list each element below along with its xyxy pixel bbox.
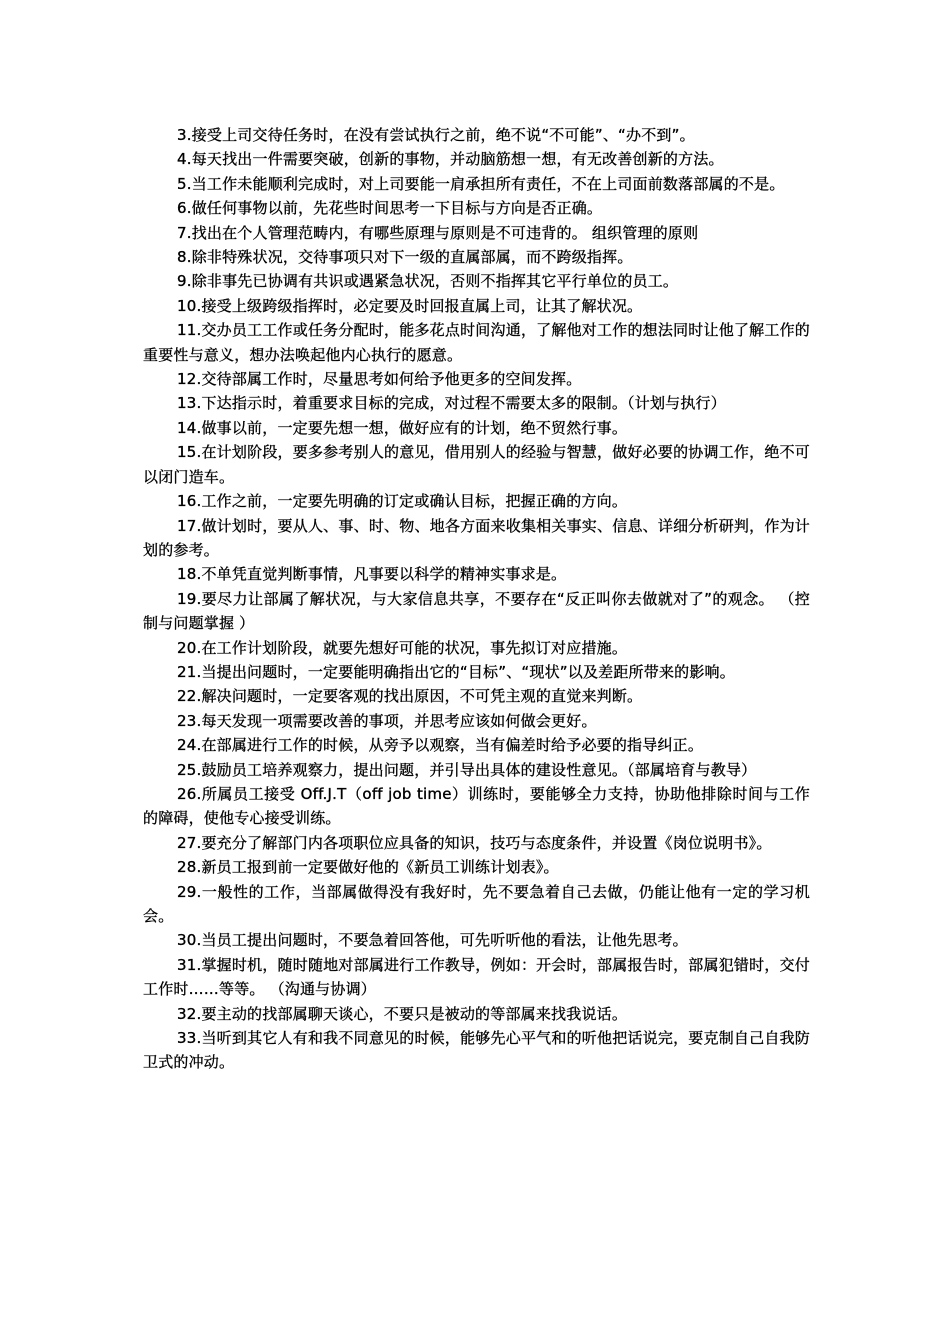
paragraph-item-17: 17.做计划时，要从人、事、时、物、地各方面来收集相关事实、信息、详细分析研判，作为计划的参考。 (143, 516, 810, 559)
paragraph-item-6: 6.做任何事物以前，先花些时间思考一下目标与方向是否正确。 (177, 199, 603, 218)
paragraph-item-14: 14.做事以前，一定要先想一想，做好应有的计划，绝不贸然行事。 (177, 418, 628, 437)
paragraph-item-10: 10.接受上级跨级指挥时，必定要及时回报直属上司，让其了解状况。 (177, 296, 643, 315)
paragraph-item-26: 26.所属员工接受 Off.J.T（off job time）训练时，要能够全力支持，协助他排除时间与工作的障碍，使他专心接受训练。 (143, 784, 810, 828)
paragraph-item-27: 27.要充分了解部门内各项职位应具备的知识，技巧与态度条件，并设置《岗位说明书》。 (177, 833, 772, 852)
document-body (143, 123, 810, 1075)
paragraph-item-5: 5.当工作未能顺利完成时，对上司要能一肩承担所有责任，不在上司面前数落部属的不是。 (177, 174, 785, 193)
paragraph-item-8: 8.除非特殊状况，交待事项只对下一级的直属部属，而不跨级指挥。 (177, 248, 633, 267)
paragraph-item-29: 29.一般性的工作，当部属做得没有我好时，先不要急着自己去做，仍能让他有一定的学习机会。 (143, 882, 810, 925)
paragraph-item-7: 7.找出在个人管理范畴内，有哪些原理与原则是不可违背的。 组织管理的原则 (177, 223, 699, 242)
paragraph-item-32: 32.要主动的找部属聊天谈心，不要只是被动的等部属来找我说话。 (177, 1004, 628, 1023)
paragraph-item-25: 25.鼓励员工培养观察力，提出问题，并引导出具体的建设性意见。（部属培育与教导） (177, 760, 757, 779)
paragraph-item-24: 24.在部属进行工作的时候，从旁予以观察，当有偏差时给予必要的指导纠正。 (177, 736, 704, 755)
paragraph-item-31: 31.掌握时机，随时随地对部属进行工作教导，例如：开会时，部属报告时，部属犯错时，交付工作时……等等。 （沟通与协调） (143, 955, 810, 999)
paragraph-item-22: 22.解决问题时，一定要客观的找出原因，不可凭主观的直觉来判断。 (177, 687, 643, 706)
paragraph-item-11: 11.交办员工工作或任务分配时，能多花点时间沟通，了解他对工作的想法同时让他了解工作的重要性与意义，想办法唤起他内心执行的愿意。 (143, 321, 810, 364)
paragraph-item-18: 18.不单凭直觉判断事情，凡事要以科学的精神实事求是。 (177, 565, 567, 584)
paragraph-item-13: 13.下达指示时，着重要求目标的完成，对过程不需要太多的限制。（计划与执行） (177, 394, 726, 413)
paragraph-item-9: 9.除非事先已协调有共识或遇紧急状况，否则不指挥其它平行单位的员工。 (177, 272, 679, 291)
paragraph-item-3: 3.接受上司交待任务时，在没有尝试执行之前，绝不说“不可能”、“办不到”。 (177, 126, 695, 144)
paragraph-item-30: 30.当员工提出问题时，不要急着回答他，可先听听他的看法，让他先思考。 (177, 931, 688, 950)
paragraph-item-28: 28.新员工报到前一定要做好他的《新员工训练计划表》。 (177, 858, 559, 877)
paragraph-item-19: 19.要尽力让部属了解状况，与大家信息共享，不要存在“反正叫你去做就对了”的观念。 （控制与问题掌握 ） (143, 589, 810, 633)
paragraph-item-16: 16.工作之前，一定要先明确的订定或确认目标，把握正确的方向。 (177, 492, 628, 511)
paragraph-item-12: 12.交待部属工作时，尽量思考如何给予他更多的空间发挥。 (177, 370, 582, 389)
paragraph-item-15: 15.在计划阶段，要多参考别人的意见，借用别人的经验与智慧，做好必要的协调工作，绝不可以闭门造车。 (143, 443, 810, 486)
paragraph-item-4: 4.每天找出一件需要突破，创新的事物，并动脑筋想一想，有无改善创新的方法。 (177, 150, 724, 169)
paragraph-item-33: 33.当听到其它人有和我不同意见的时候，能够先心平气和的听他把话说完，要克制自己自我防卫式的冲动。 (143, 1029, 810, 1072)
paragraph-item-23: 23.每天发现一项需要改善的事项，并思考应该如何做会更好。 (177, 711, 597, 730)
paragraph-item-20: 20.在工作计划阶段，就要先想好可能的状况，事先拟订对应措施。 (177, 638, 628, 657)
paragraph-item-21: 21.当提出问题时，一定要能明确指出它的“目标”、“现状”以及差距所带来的影响。 (177, 662, 735, 681)
